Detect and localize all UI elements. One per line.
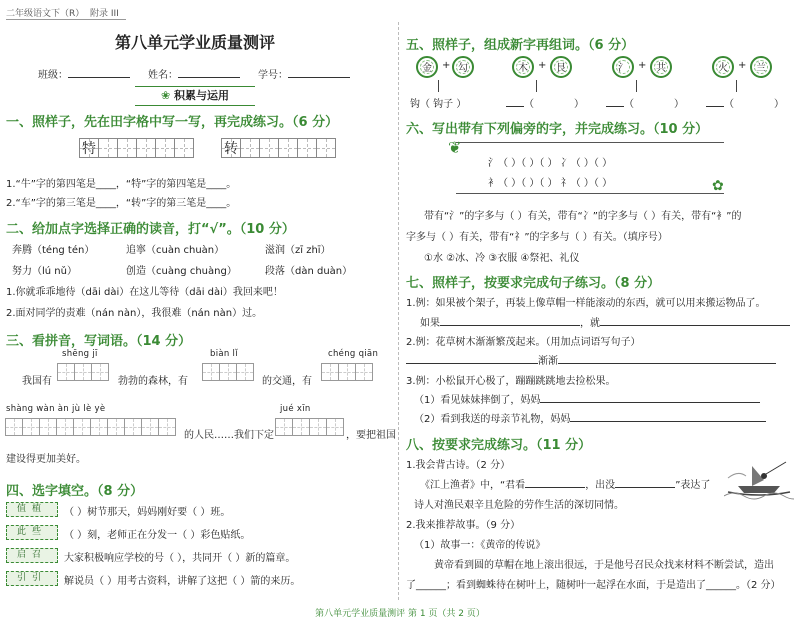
char-wheel: 共 <box>650 56 672 78</box>
plus-icon: + <box>538 60 547 71</box>
plus-icon: + <box>738 60 747 71</box>
q2-r1a[interactable]: 奔腾（téng tén） <box>12 245 95 256</box>
grid-cell[interactable] <box>5 418 23 436</box>
tian-cell[interactable] <box>278 138 298 158</box>
tian-cell[interactable] <box>136 138 156 158</box>
grid-cell[interactable] <box>158 418 176 436</box>
q4-tag-1: 值植 <box>6 502 58 517</box>
q3-grid3[interactable] <box>322 363 373 381</box>
arrow-icon <box>438 80 439 92</box>
q8-s1: 1.我会背古诗。（2 分） <box>406 460 511 471</box>
column-divider <box>398 22 399 600</box>
grid-cell[interactable] <box>309 418 327 436</box>
tian-cell[interactable] <box>259 138 279 158</box>
grid-cell[interactable] <box>56 418 74 436</box>
class-label: 班级： <box>38 66 130 81</box>
char-wheel: 兰 <box>750 56 772 78</box>
q6-row2[interactable]: 衤（ ）（ ）（ ） 礻（ ）（ ） <box>488 178 613 189</box>
q2-s1[interactable]: 1.你就乖乖地待（dāi dài）在这儿等待（dāi dài）我回来吧！ <box>6 287 283 298</box>
q1-line1: 1.“牛”字的第四笔是____，“特”字的第四笔是____。 <box>6 179 237 190</box>
char-wheel: 木 <box>512 56 534 78</box>
q7-e3a[interactable]: （1）看见妹妹摔倒了，妈妈 <box>414 391 760 406</box>
q8-s2c[interactable]: 了______；看到蜘蛛待在树叶上，随树叶一起浮在水面，于是造出了______。（2 分） <box>406 580 781 591</box>
q3-grid4[interactable] <box>6 418 176 436</box>
q4-row-2[interactable]: （ ）刻，老师正在分发一（ ）彩色贴纸。 <box>64 530 251 541</box>
vine-icon: ❦ <box>448 138 462 157</box>
header-rule <box>6 19 126 20</box>
tian-cell[interactable] <box>98 138 118 158</box>
grid-cell[interactable] <box>90 418 108 436</box>
char-wheel: 火 <box>712 56 734 78</box>
grid-cell[interactable] <box>141 418 159 436</box>
grid-cell[interactable] <box>236 363 254 381</box>
plus-icon: + <box>638 60 647 71</box>
tian-cell[interactable] <box>297 138 317 158</box>
grid-cell[interactable] <box>292 418 310 436</box>
flower-icon: ❀ <box>160 89 171 102</box>
q5-blank-2[interactable]: （ ） <box>506 95 584 110</box>
q3-t5: ，要把祖国 <box>346 430 396 441</box>
header-grade: 二年级语文下（R） <box>6 9 85 19</box>
grid-cell[interactable] <box>22 418 40 436</box>
q1-grid-2[interactable] <box>222 138 336 158</box>
tian-cell: 转 <box>221 138 241 158</box>
tian-cell[interactable] <box>316 138 336 158</box>
arrow-icon <box>536 80 537 92</box>
grid-cell[interactable] <box>39 418 57 436</box>
q3-py5: jué xīn <box>280 404 311 414</box>
q3-grid2[interactable] <box>203 363 254 381</box>
q3-py3: chéng qiān <box>328 349 379 359</box>
char-wheel: 勾 <box>452 56 474 78</box>
name-label: 姓名： <box>148 66 240 81</box>
q4-row-3[interactable]: 大家积极响应学校的号（ ），共同开（ ）新的篇章。 <box>64 553 296 564</box>
q4-title: 四、选字填空。（8 分） <box>6 484 144 499</box>
id-label: 学号： <box>258 66 350 81</box>
q6-title: 六、写出带有下列偏旁的字，并完成练习。（10 分） <box>406 122 709 137</box>
q7-e3b[interactable]: （2）看到我送的母亲节礼物，妈妈 <box>414 410 766 425</box>
header-appendix: 附录 III <box>90 9 119 19</box>
q7-e2b[interactable]: 渐渐 <box>406 352 776 367</box>
q3-t6: 建设得更加美好。 <box>6 454 86 465</box>
grid-cell[interactable] <box>326 418 344 436</box>
page-title: 第八单元学业质量测评 <box>114 33 275 52</box>
q8-s1d: 诗人对渔民艰辛且危险的劳作生活的深切同情。 <box>414 500 624 511</box>
grid-cell[interactable] <box>73 418 91 436</box>
q1-title: 一、照样子，先在田字格中写一写，再完成练习。（6 分） <box>6 115 339 130</box>
grid-cell[interactable] <box>355 363 373 381</box>
q3-t3: 的交通，有 <box>262 376 312 387</box>
q6-row1[interactable]: 氵（ ）（ ）（ ） 冫（ ）（ ） <box>488 158 613 169</box>
grid-cell[interactable] <box>57 363 75 381</box>
grid-cell[interactable] <box>107 418 125 436</box>
q7-e1: 1.例：如果被个架子，再装上像草帽一样能滚动的东西，就可以用来搬运物品了。 <box>406 298 766 309</box>
q7-e2: 2.例：花草树木渐渐繁茂起来。（用加点词语写句子） <box>406 337 641 348</box>
grid-cell[interactable] <box>91 363 109 381</box>
q8-s2: 2.我来推荐故事。（9 分） <box>406 520 521 531</box>
q6-p2[interactable]: 字多与（ ）有关，带有“礻”的字多与（ ）有关。（填序号） <box>406 232 668 243</box>
class-field[interactable] <box>68 77 130 78</box>
q5-example: 钩（ 钩子 ） <box>410 99 467 110</box>
q2-r1c[interactable]: 滋润（zī zhī） <box>265 245 331 256</box>
q3-title: 三、看拼音，写词语。（14 分） <box>6 334 192 349</box>
q1-grid-1[interactable] <box>80 138 194 158</box>
q2-r2c[interactable]: 段落（dàn duàn） <box>265 266 353 277</box>
q6-options: ①水 ②冰、冷 ③衣服 ④祭祀、礼仪 <box>424 253 580 264</box>
q3-grid1[interactable] <box>58 363 109 381</box>
q8-s1a[interactable]: 《江上渔者》中，“君看 ，出没 ”表达了 <box>420 480 711 491</box>
q4-tag-3: 启召 <box>6 548 58 563</box>
tian-cell[interactable] <box>155 138 175 158</box>
q1-line2: 2.“车”字的第三笔是____，“转”字的第三笔是____。 <box>6 198 237 209</box>
q5-blank-4[interactable]: （ ） <box>706 95 784 110</box>
q4-row-4[interactable]: 解说员（ ）用考古资料，讲解了这把（ ）箭的来历。 <box>64 576 301 587</box>
name-field[interactable] <box>178 77 240 78</box>
q5-blank-3[interactable]: （ ） <box>606 95 684 110</box>
q4-row-1[interactable]: （ ）树节那天，妈妈刚好要（ ）班。 <box>64 507 231 518</box>
tian-cell[interactable] <box>117 138 137 158</box>
sprout-icon: ✿ <box>712 178 724 194</box>
char-wheel: 金 <box>416 56 438 78</box>
tian-cell: 特 <box>79 138 99 158</box>
arrow-icon <box>636 80 637 92</box>
q8-title: 八、按要求完成练习。（11 分） <box>406 438 592 453</box>
q3-t4: 的人民……我们下定 <box>184 430 274 441</box>
q2-title: 二、给加点字选择正确的读音，打“√”。（10 分） <box>6 222 295 237</box>
q3-t2: 勃勃的森林，有 <box>118 376 188 387</box>
q3-py2: biàn lǐ <box>210 349 238 359</box>
plus-icon: + <box>442 60 451 71</box>
q3-py1: shēng jī <box>62 349 98 359</box>
q3-grid5[interactable] <box>276 418 344 436</box>
q6-p1[interactable]: 带有“氵”的字多与（ ）有关，带有“冫”的字多与（ ）有关，带有“衤”的 <box>424 211 742 222</box>
q2-r1b[interactable]: 追寧（cuàn chuàn） <box>126 245 225 256</box>
arrow-icon <box>736 80 737 92</box>
grid-cell[interactable] <box>321 363 339 381</box>
q3-t1: 我国有 <box>22 376 52 387</box>
page-footer: 第八单元学业质量测评 第 1 页（共 2 页） <box>315 609 485 619</box>
grid-cell[interactable] <box>219 363 237 381</box>
q7-e3: 3.例：小松鼠开心极了，蹦蹦跳跳地去捡松果。 <box>406 376 616 387</box>
q8-s2b: 黄帝看到圆的草帽在地上滚出很远，于是他号召民众找来材料不断尝试，造出 <box>434 560 774 571</box>
q3-py4: shàng wàn àn jù lè yè <box>6 404 106 414</box>
q2-r2b[interactable]: 创造（cuàng chuàng） <box>126 266 237 277</box>
grid-cell[interactable] <box>275 418 293 436</box>
id-field[interactable] <box>288 77 350 78</box>
char-wheel: 艮 <box>550 56 572 78</box>
fishing-boat-illustration <box>724 456 794 500</box>
q5-title: 五、照样子，组成新字再组词。（6 分） <box>406 38 635 53</box>
q7-title: 七、照样子，按要求完成句子练习。（8 分） <box>406 276 661 291</box>
tian-cell[interactable] <box>240 138 260 158</box>
section-banner: ❀ 积累与运用 <box>135 86 255 106</box>
q2-s2[interactable]: 2.面对同学的责难（nán nàn），我很难（nán nàn）过。 <box>6 308 263 319</box>
q2-r2a[interactable]: 努力（lú nǔ） <box>12 266 77 277</box>
q4-tag-2: 此些 <box>6 525 58 540</box>
q4-tag-4: 引引 <box>6 571 58 586</box>
q8-s2a: （1）故事一：《黄帝的传说》 <box>414 540 546 551</box>
grid-cell[interactable] <box>338 363 356 381</box>
tian-cell[interactable] <box>174 138 194 158</box>
char-wheel: 氵 <box>612 56 634 78</box>
grid-cell[interactable] <box>202 363 220 381</box>
grid-cell[interactable] <box>74 363 92 381</box>
grid-cell[interactable] <box>124 418 142 436</box>
q7-e1b[interactable]: 如果 ，就 <box>420 314 790 329</box>
